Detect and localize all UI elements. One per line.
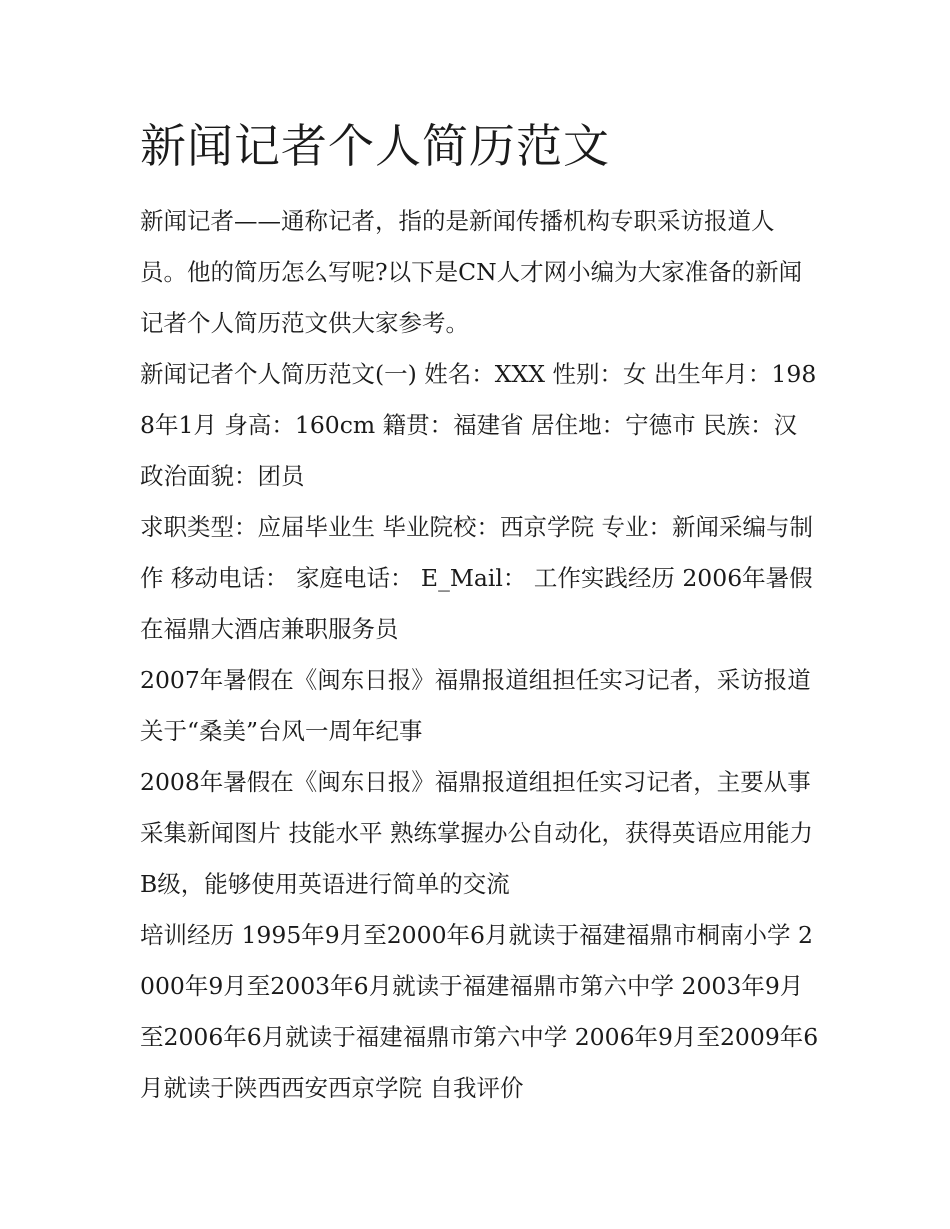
paragraph-experience-2007: 2007年暑假在《闽东日报》福鼎报道组担任实习记者，采访报道关于“桑美”台风一周年纪事 bbox=[140, 666, 811, 745]
paragraph-personal-info: 新闻记者个人简历范文(一) 姓名：XXX 性别：女 出生年月：1988年1月 身高：160cm 籍贯：福建省 居住地：宁德市 民族：汉 政治面貌：团员 bbox=[140, 360, 817, 490]
paragraph-education: 培训经历 1995年9月至2000年6月就读于福建福鼎市桐南小学 2000年9月至2003年6月就读于福建福鼎市第六中学 2003年9月至2006年6月就读于福建福鼎市第六中学 2006年9月至2009年6月就读于陕西西安西京学院 自我评价 bbox=[140, 921, 819, 1102]
paragraph-job-and-experience: 求职类型：应届毕业生 毕业院校：西京学院 专业：新闻采编与制作 移动电话： 家庭电话： E_Mail： 工作实践经历 2006年暑假在福鼎大酒店兼职服务员 bbox=[140, 513, 813, 643]
document-body bbox=[140, 112, 820, 1114]
paragraph-experience-2008-skills: 2008年暑假在《闽东日报》福鼎报道组担任实习记者，主要从事采集新闻图片 技能水平 熟练掌握办公自动化，获得英语应用能力B级，能够使用英语进行简单的交流 bbox=[140, 768, 813, 898]
document-title: 新闻记者个人简历范文 bbox=[140, 119, 610, 173]
paragraph-intro: 新闻记者——通称记者，指的是新闻传播机构专职采访报道人员。他的简历怎么写呢?以下是CN人才网小编为大家准备的新闻记者个人简历范文供大家参考。 bbox=[140, 207, 803, 337]
